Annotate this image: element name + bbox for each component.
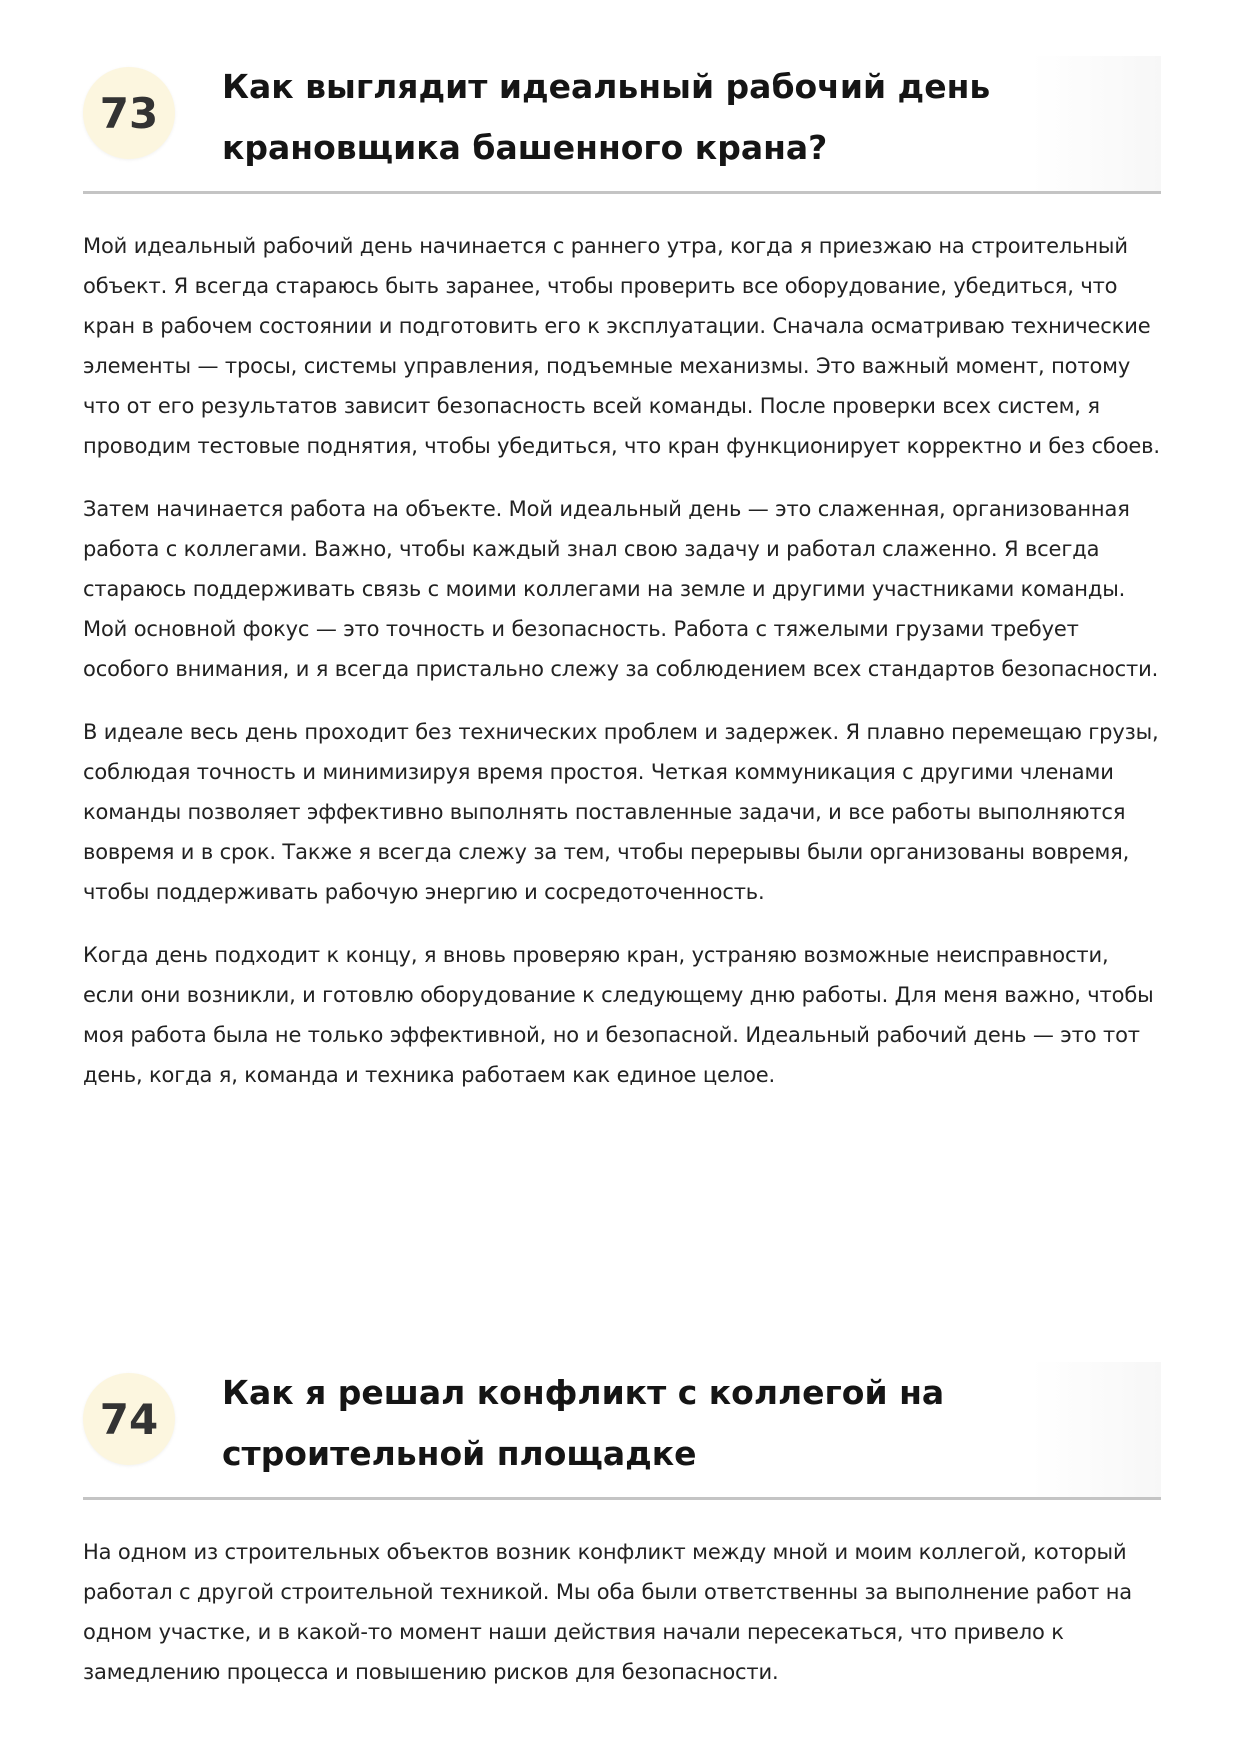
section-body bbox=[83, 226, 1161, 1095]
paragraph: На одном из строительных объектов возник конфликт между мной и моим коллегой, который работал с другой строительной техникой. Мы оба были ответственны за выполнение работ на одном участке, и в какой-то момент наши действия начали пересекаться, что привело к замедлению процесса и повышению рисков для безопасности. bbox=[83, 1540, 1132, 1684]
section-header bbox=[83, 1362, 1161, 1500]
paragraph: В идеале весь день проходит без технических проблем и задержек. Я плавно перемещаю грузы, соблюдая точность и минимизируя время простоя. Четкая коммуникация с другими членами команды позволяет эффективно выполнять поставленные задачи, и все работы выполняются вовремя и в срок. Также я всегда слежу за тем, чтобы перерывы были организованы вовремя, чтобы поддерживать рабочую энергию и сосредоточенность. bbox=[83, 720, 1159, 904]
section-title: Как я решал конфликт с коллегой на строительной площадке bbox=[222, 1373, 945, 1473]
paragraph: Когда день подходит к концу, я вновь проверяю кран, устраняю возможные неисправности, если они возникли, и готовлю оборудование к следующему дню работы. Для меня важно, чтобы моя работа была не только эффективной, но и безопасной. Идеальный рабочий день — это тот день, когда я, команда и техника работаем как единое целое. bbox=[83, 943, 1154, 1087]
section-title: Как выглядит идеальный рабочий день крановщика башенного крана? bbox=[222, 67, 991, 167]
section-73 bbox=[83, 56, 1161, 1118]
section-number-badge: 73 bbox=[83, 67, 175, 159]
paragraph: Мой идеальный рабочий день начинается с раннего утра, когда я приезжаю на строительный объект. Я всегда стараюсь быть заранее, чтобы проверить все оборудование, убедиться, что кран в рабочем состоянии и подготовить его к эксплуатации. Сначала осматриваю технические элементы — тросы, системы управления, подъемные механизмы. Это важный момент, потому что от его результатов зависит безопасность всей команды. После проверки всех систем, я проводим тестовые поднятия, чтобы убедиться, что кран функционирует корректно и без сбоев. bbox=[83, 234, 1160, 458]
section-header bbox=[83, 56, 1161, 194]
section-74 bbox=[83, 1362, 1161, 1715]
paragraph: Затем начинается работа на объекте. Мой идеальный день — это слаженная, организованная работа с коллегами. Важно, чтобы каждый знал свою задачу и работал слаженно. Я всегда стараюсь поддерживать связь с моими коллегами на земле и другими участниками команды. Мой основной фокус — это точность и безопасность. Работа с тяжелыми грузами требует особого внимания, и я всегда пристально слежу за соблюдением всех стандартов безопасности. bbox=[83, 497, 1159, 681]
section-body bbox=[83, 1532, 1161, 1692]
section-number-badge: 74 bbox=[83, 1373, 175, 1465]
